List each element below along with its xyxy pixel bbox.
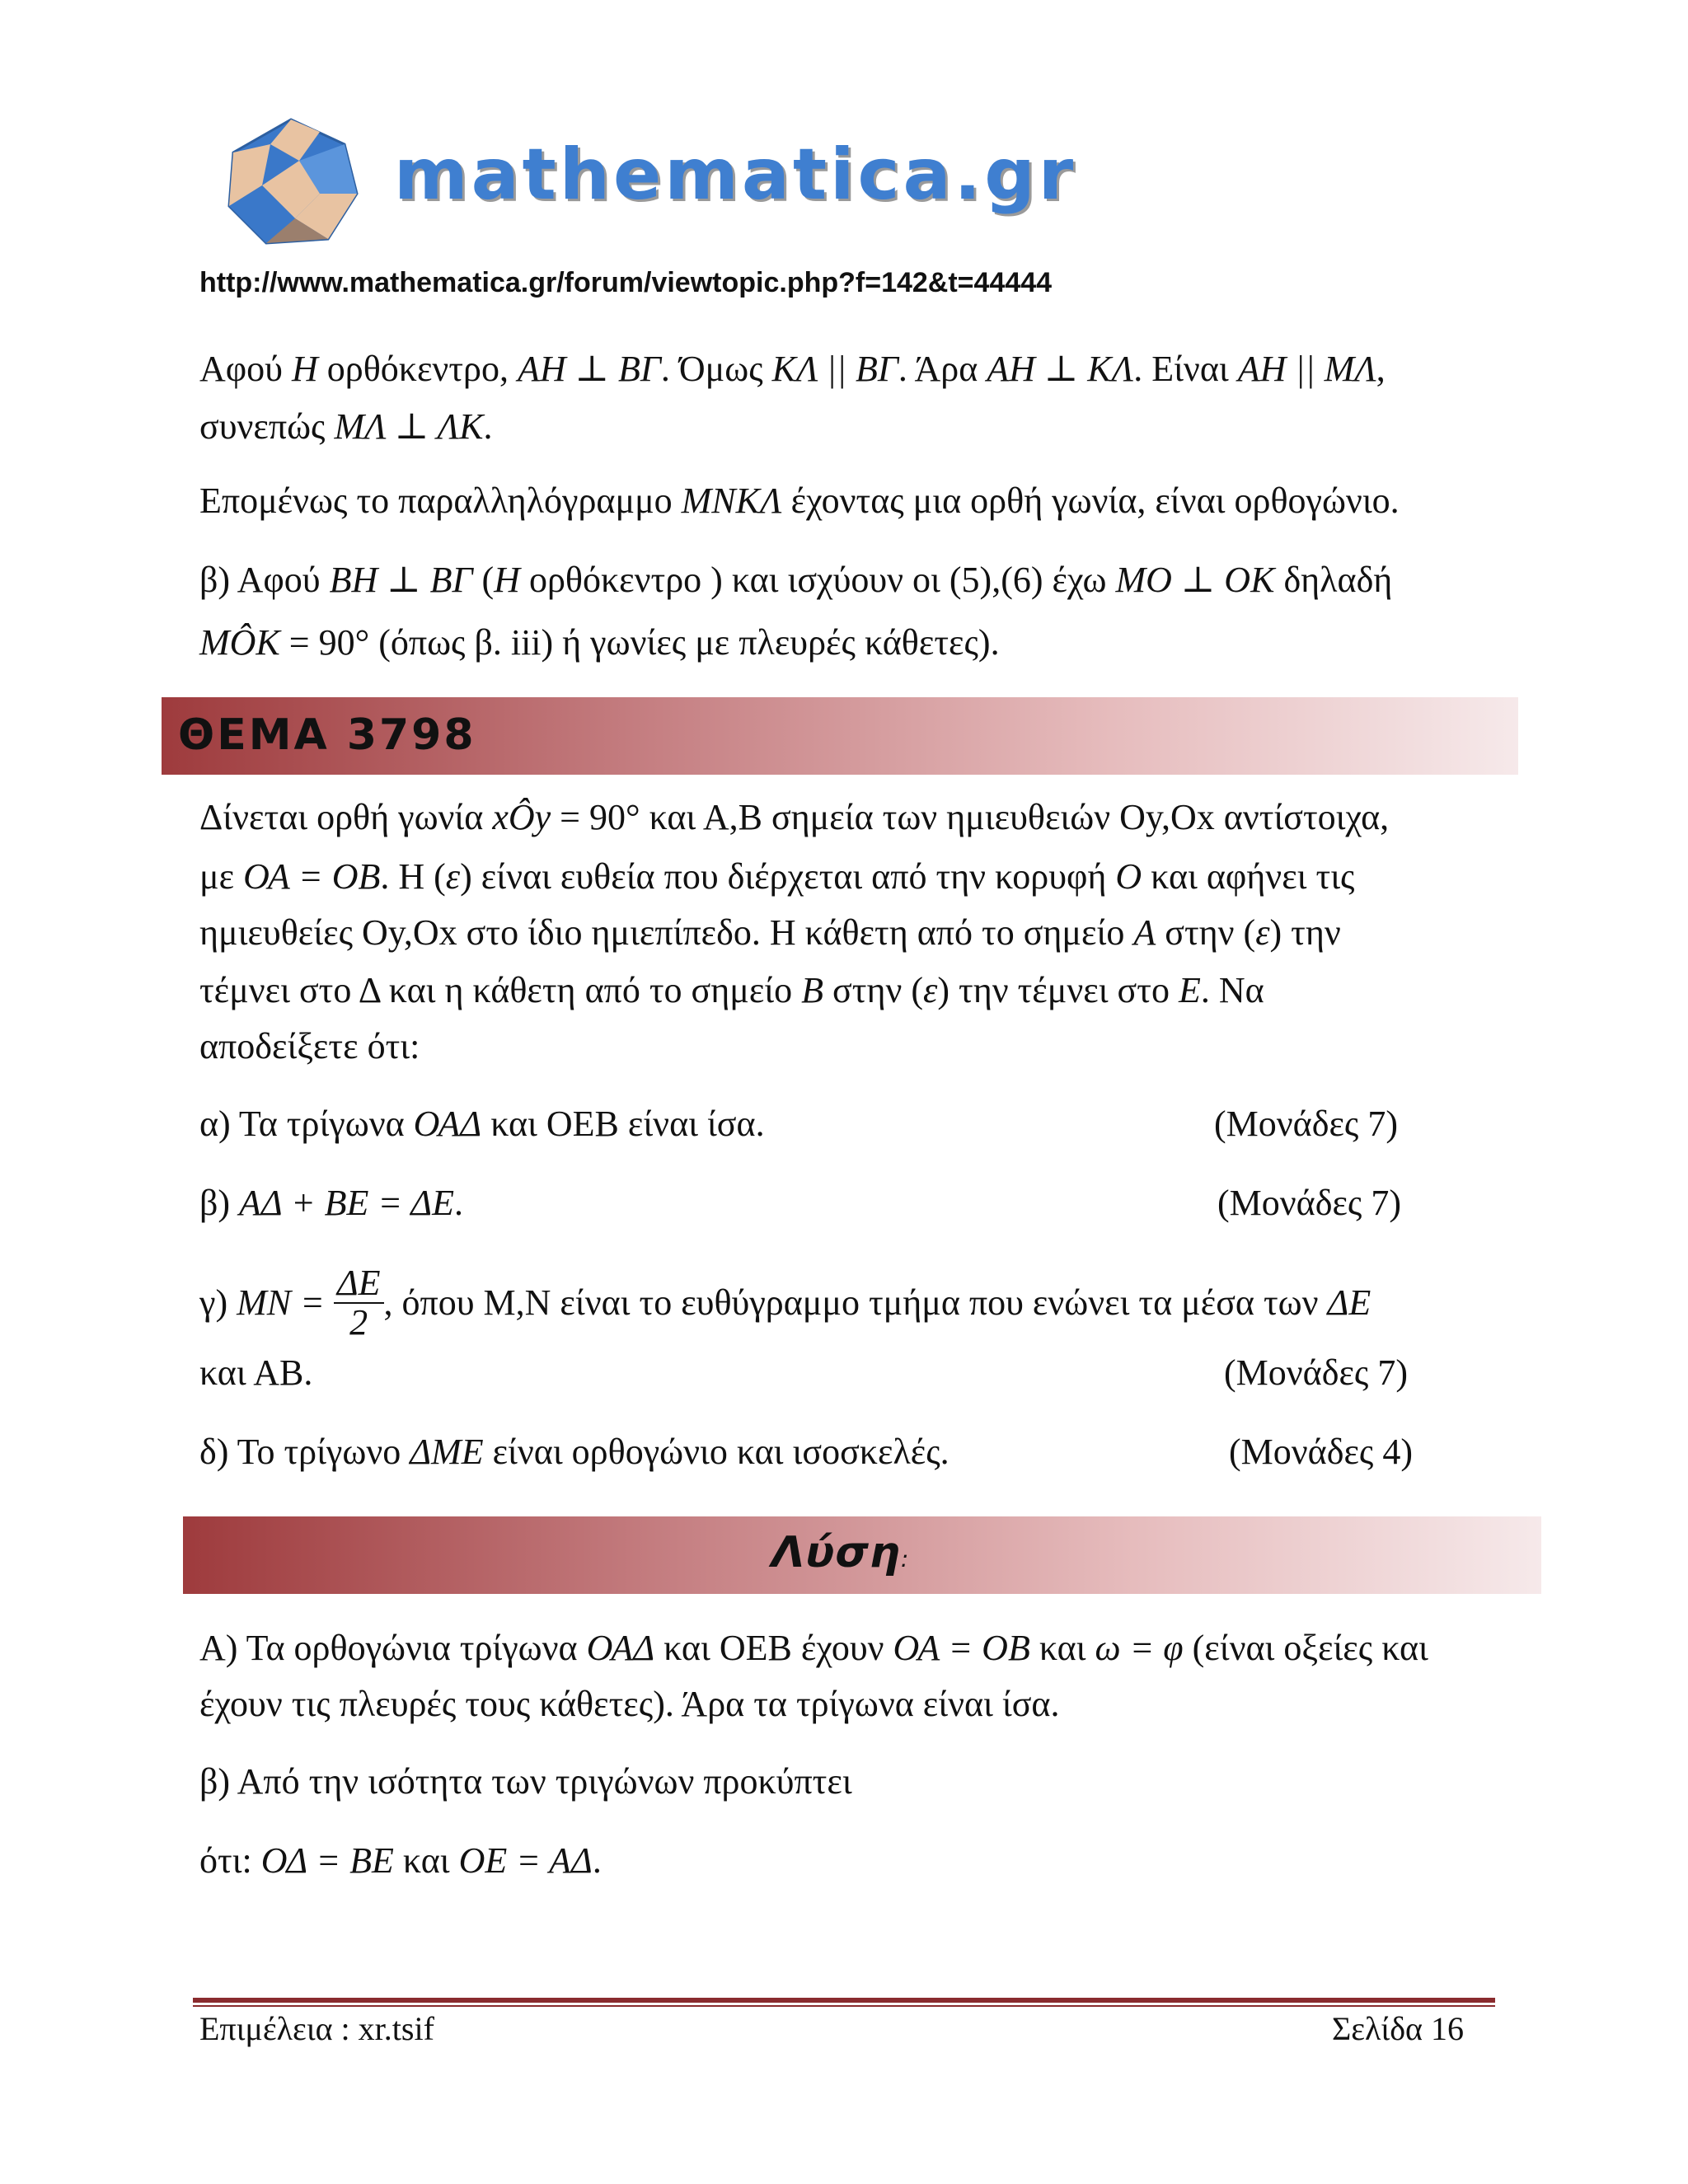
question-c-rest (384, 1282, 1372, 1323)
question-c-line-2: και ΑΒ. (199, 1352, 313, 1393)
theme-heading-band (162, 697, 1518, 775)
text-run: . (454, 1183, 463, 1223)
text-run: β) Από την ισότητα των τριγώνων προκύπτει (199, 1761, 852, 1802)
prev-line-5 (199, 620, 1000, 666)
solution-line-1 (199, 1625, 1428, 1671)
math-expression: ΟΔ = ΒΕ (260, 1840, 394, 1881)
math-expression: ΑΗ ⊥ ΒΓ (517, 349, 661, 389)
math-expression: Β (801, 970, 824, 1010)
text-run: τέμνει στο Δ και η κάθετη από το σημείο (199, 970, 802, 1010)
text-run: ( (472, 560, 495, 600)
text-run: . Όμως (660, 349, 772, 389)
solution-line-2 (199, 1681, 1059, 1727)
math-expression: ΟΑ = ΟΒ (893, 1628, 1030, 1668)
polyhedron-logo-icon (221, 115, 361, 247)
question-d-marks: (Μονάδες 4) (1228, 1432, 1413, 1472)
text-run: και αφήνει τις (1142, 856, 1355, 897)
prev-line-2 (199, 404, 492, 450)
text-run: . Να (1200, 970, 1264, 1010)
text-run: αποδείξετε ότι: (199, 1026, 420, 1066)
forum-url-link[interactable]: http://www.mathematica.gr/forum/viewtopic.php?f=142&t=44444 (199, 267, 1053, 298)
math-expression: Ε (1178, 970, 1201, 1010)
question-a (199, 1101, 765, 1147)
site-logo (221, 115, 1077, 247)
question-a-marks: (Μονάδες 7) (1213, 1104, 1398, 1144)
question-c-prefix: γ) (199, 1282, 237, 1323)
question-b-marks: (Μονάδες 7) (1217, 1183, 1401, 1223)
math-expression: ΜΛ ⊥ ΛΚ (334, 406, 484, 447)
prev-line-1 (199, 346, 1386, 392)
text-run: = 90° (279, 622, 370, 663)
solution-heading-band (183, 1516, 1541, 1594)
text-run: . Η ( (380, 856, 446, 897)
math-expression: ΟΑ = ΟΒ (243, 856, 381, 897)
math-expression: ΟΑΔ (413, 1104, 482, 1144)
question-d (199, 1429, 950, 1475)
question-c-marks: (Μονάδες 7) (1223, 1352, 1408, 1393)
math-expression: ω = φ (1095, 1628, 1184, 1668)
math-expression: Η (291, 349, 318, 389)
text-run: και (393, 1840, 459, 1881)
logo-text: mathematica.gr (394, 134, 1077, 216)
math-expression: ΒΗ ⊥ ΒΓ (329, 560, 473, 600)
text-run: , (1376, 349, 1386, 389)
math-expression: ΜΟ ⊥ ΟΚ (1115, 560, 1275, 600)
solution-line-4 (199, 1838, 602, 1884)
math-expression: ΑΗ ⊥ ΚΛ (987, 349, 1134, 389)
text-run: = 90° (551, 797, 640, 837)
footer-page-number: Σελίδα 16 (1331, 2010, 1464, 2047)
math-expression: ΔΕ (1327, 1282, 1372, 1323)
solution-title-text: Λύση (771, 1528, 901, 1577)
solution-line-3 (199, 1759, 852, 1805)
fraction-denominator: 2 (349, 1301, 368, 1343)
footer-rule-thick (193, 1998, 1495, 2003)
text-run: είναι ορθογώνιο και ισοσκελές. (483, 1432, 950, 1472)
text-run: με (199, 856, 244, 897)
text-run: . Άρα (898, 349, 987, 389)
text-run: . Είναι (1133, 349, 1238, 389)
prev-line-4 (199, 557, 1392, 603)
footer-editor: Επιμέλεια : xr.tsif (199, 2010, 434, 2047)
text-run: (είναι οξείες και (1183, 1628, 1428, 1668)
math-expression: ΑΔ + ΒΕ = ΔΕ (239, 1183, 454, 1223)
problem-line-4 (199, 968, 1264, 1014)
text-run: ορθόκεντρο ) και ισχύουν οι (5),(6) έχω (519, 560, 1116, 600)
text-run: συνεπώς (199, 406, 335, 447)
text-run: και ΟΕΒ είναι ίσα. (481, 1104, 765, 1144)
math-expression: ΟΕ = ΑΔ (458, 1840, 593, 1881)
problem-line-1 (199, 794, 1389, 841)
text-run: ) την τέμνει στο (937, 970, 1179, 1010)
text-run: . (592, 1840, 602, 1881)
text-run: και ΟΕΒ έχουν (654, 1628, 893, 1668)
math-expression: ΚΛ || ΒΓ (771, 349, 898, 389)
text-run: δηλαδή (1274, 560, 1393, 600)
math-expression: xÔy (492, 797, 551, 837)
question-b (199, 1180, 463, 1226)
text-run: στην ( (1156, 912, 1256, 953)
text-run: Δίνεται ορθή γωνία (199, 797, 493, 837)
problem-line-5 (199, 1024, 420, 1070)
solution-title-colon: : (900, 1545, 910, 1572)
text-run: (όπως β. iii) ή γωνίες με πλευρές κάθετες). (369, 622, 1000, 663)
text-run: έχουν τις πλευρές τους κάθετες). Άρα τα τρίγωνα είναι ίσα. (199, 1684, 1060, 1724)
fraction-numerator: ΔΕ (334, 1264, 384, 1304)
text-run: ότι: (199, 1840, 261, 1881)
math-expression: ε (1255, 912, 1270, 953)
text-run: έχοντας μια ορθή γωνία, είναι ορθογώνιο. (781, 480, 1400, 521)
text-run: α) Τα τρίγωνα (199, 1104, 414, 1144)
question-c (199, 1258, 1371, 1348)
math-expression: ΔΜΕ (410, 1432, 484, 1472)
math-expression: ΜΝΚΛ (681, 480, 782, 521)
fraction-de-over-2 (334, 1264, 384, 1342)
text-run: ημιευθείες Οy,Οx στο ίδιο ημιεπίπεδο. Η κάθετη από το σημείο (199, 912, 1134, 953)
question-c-lhs: ΜΝ = (237, 1282, 334, 1323)
solution-title (771, 1528, 909, 1577)
math-expression: Ο (1115, 856, 1142, 897)
math-expression: Η (494, 560, 520, 600)
text-run: β) (199, 1183, 240, 1223)
problem-line-2 (199, 854, 1354, 900)
text-run: ορθόκεντρο, (317, 349, 518, 389)
text-run: β) Αφού (199, 560, 330, 600)
theme-title: ΘΕΜΑ 3798 (178, 710, 476, 760)
text-run: Αφού (199, 349, 292, 389)
text-run: , όπου Μ,Ν είναι το ευθύγραμμο τμήμα που ενώνει τα μέσα των (383, 1282, 1328, 1323)
math-expression: ΟΑΔ (586, 1628, 655, 1668)
text-run: δ) Το τρίγωνο (199, 1432, 410, 1472)
text-run: στην ( (823, 970, 924, 1010)
text-run: . (483, 406, 493, 447)
prev-line-3 (199, 478, 1400, 524)
math-expression: ΜÔΚ (199, 622, 280, 663)
problem-line-3 (199, 910, 1341, 956)
math-expression: ε (923, 970, 938, 1010)
text-run: Επομένως το παραλληλόγραμμο (199, 480, 682, 521)
math-expression: ΑΗ || ΜΛ (1237, 349, 1376, 389)
text-run: ) την (1269, 912, 1341, 953)
text-run: και Α,Β σημεία των ημιευθειών Οy,Οx αντίστοιχα, (640, 797, 1390, 837)
math-expression: Α (1133, 912, 1156, 953)
math-expression: ε (445, 856, 461, 897)
text-run: και (1029, 1628, 1095, 1668)
text-run: ) είναι ευθεία που διέρχεται από την κορυφή (460, 856, 1116, 897)
text-run: Α) Τα ορθογώνια τρίγωνα (199, 1628, 587, 1668)
